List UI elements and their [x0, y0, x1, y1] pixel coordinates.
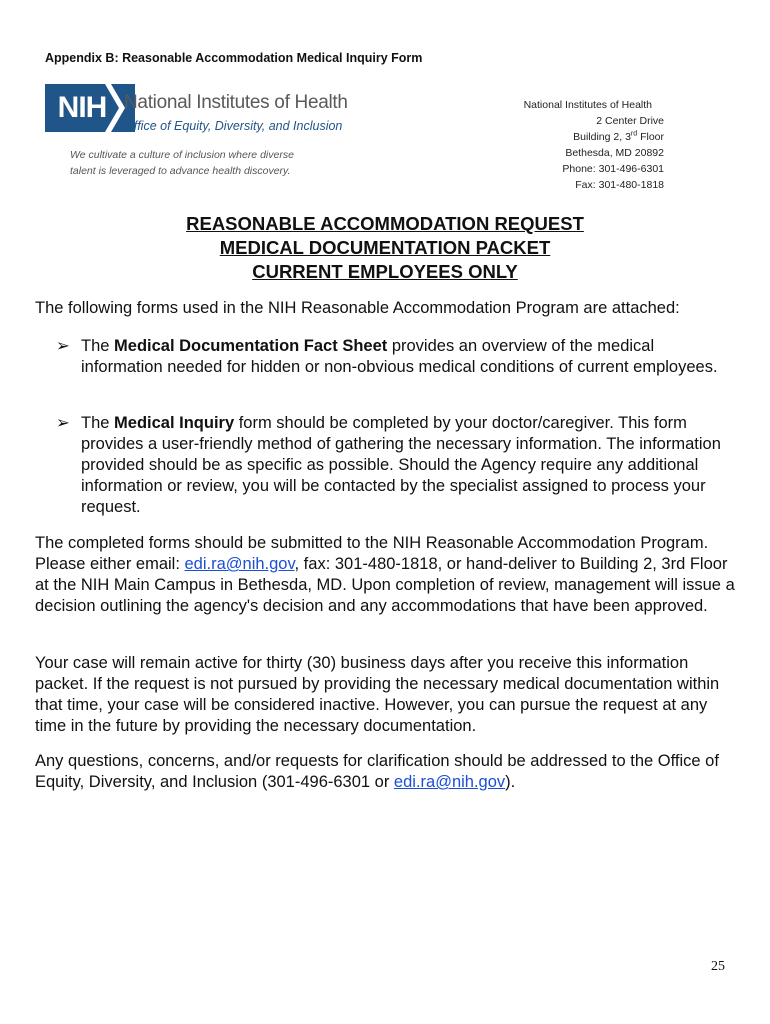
- case-active-paragraph: Your case will remain active for thirty (30) business days after you receive this information packet. If the request is not pursued by providing the necessary medical documentation within that time, your case will be considered inactive. However, you can pursue the request at any time in the future by providing the necessary documentation.: [35, 654, 720, 735]
- address-fax: Fax: 301-480-1818: [575, 179, 664, 191]
- title-line3: CURRENT EMPLOYEES ONLY: [252, 261, 518, 282]
- bullet-content: The Medical Inquiry form should be completed by your doctor/caregiver. This form provides a user-friendly method of gathering the necessary information. The information provided should be as specific as possible. Should the Agency require any additional information or review, you will be contacted by the specialist assigned to process your request.: [81, 414, 721, 516]
- nih-logo-office: Office of Equity, Diversity, and Inclusion: [124, 119, 343, 133]
- address-street: 2 Center Drive: [596, 115, 664, 127]
- document-title: [0, 212, 770, 284]
- tagline-line2: talent is leveraged to advance health discovery.: [70, 165, 291, 177]
- arrow-bullet-icon: ➢: [56, 337, 70, 355]
- nih-logo-chevron-icon: [105, 84, 125, 132]
- nih-logo-name: National Institutes of Health: [124, 92, 348, 113]
- bullet-content: The Medical Documentation Fact Sheet provides an overview of the medical information needed for hidden or non-obvious medical conditions of current employees.: [81, 337, 718, 376]
- title-line2: MEDICAL DOCUMENTATION PACKET: [219, 237, 551, 258]
- arrow-bullet-icon: ➢: [56, 414, 70, 432]
- address-phone: Phone: 301-496-6301: [562, 163, 664, 175]
- nih-logo-abbr: NIH: [57, 91, 107, 124]
- address-block: [524, 97, 664, 193]
- tagline: [70, 147, 340, 179]
- appendix-title: Appendix B: Reasonable Accommodation Medical Inquiry Form: [45, 51, 423, 65]
- tagline-line1: We cultivate a culture of inclusion where diverse: [70, 149, 294, 161]
- email-link[interactable]: edi.ra@nih.gov: [184, 555, 295, 573]
- address-org: National Institutes of Health: [523, 99, 652, 111]
- questions-paragraph: Any questions, concerns, and/or requests for clarification should be addressed to the Office of Equity, Diversity, and Inclusion (301-496-6301 or edi.ra@nih.gov).: [35, 752, 719, 791]
- submission-paragraph: The completed forms should be submitted to the NIH Reasonable Accommodation Program. Please either email: edi.ra@nih.gov, fax: 301-480-1818, or hand-deliver to Building 2, 3rd Floor at the NIH Main Campus in Bethesda, MD. Upon completion of review, management will issue a decision outlining the agency's decision and any accommodations that have been approved.: [35, 534, 735, 615]
- intro-text: The following forms used in the NIH Reasonable Accommodation Program are attached:: [35, 299, 680, 317]
- address-building: Building 2, 3rd Floor: [573, 130, 664, 143]
- title-line1: REASONABLE ACCOMMODATION REQUEST: [186, 213, 584, 234]
- page-number: 25: [711, 959, 725, 974]
- address-city: Bethesda, MD 20892: [565, 147, 664, 159]
- email-link[interactable]: edi.ra@nih.gov: [393, 773, 506, 791]
